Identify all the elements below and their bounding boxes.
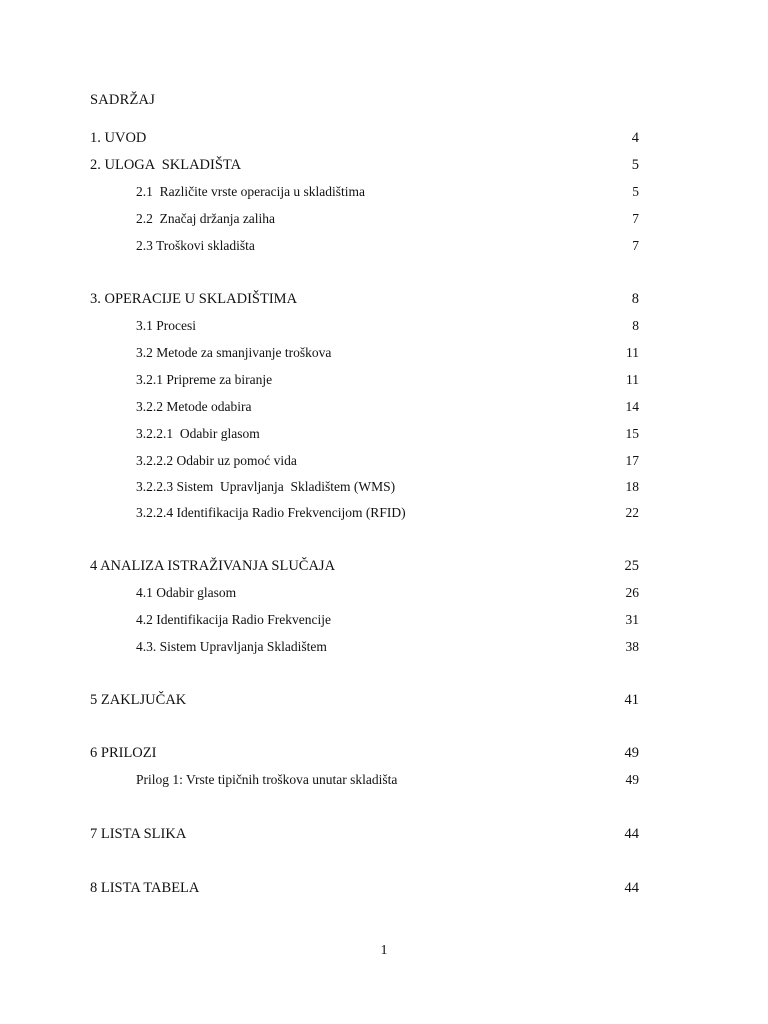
toc-subentry	[136, 370, 639, 390]
toc-entry-page: 8	[632, 318, 639, 333]
toc-entry-page: 22	[625, 505, 639, 520]
toc-subentry	[136, 477, 639, 497]
toc-subentry	[136, 316, 639, 336]
toc-subentry	[136, 209, 639, 229]
toc-entry	[90, 743, 639, 763]
toc-entry	[90, 128, 639, 148]
toc-entry-label: 3.2 Metode za smanjivanje troškova	[136, 345, 332, 360]
toc-entry-label: Prilog 1: Vrste tipičnih troškova unutar skladišta	[136, 772, 398, 787]
toc-entry-page: 31	[625, 612, 639, 627]
toc-entry-page: 14	[625, 399, 639, 414]
toc-entry-label: 4.2 Identifikacija Radio Frekvencije	[136, 612, 331, 627]
toc-entry-label: 6 PRILOZI	[90, 745, 157, 761]
toc-entry	[90, 155, 639, 175]
toc-subentry	[136, 503, 639, 523]
toc-entry-page: 18	[625, 479, 639, 494]
toc-entry-page: 25	[624, 558, 639, 574]
toc-entry-page: 5	[632, 184, 639, 199]
toc-entry-page: 44	[624, 880, 639, 896]
toc-entry-page: 4	[631, 130, 639, 146]
toc-subentry	[136, 770, 639, 790]
toc-entry-label: 3.2.1 Pripreme za biranje	[136, 372, 273, 387]
toc-entry-label: 4.1 Odabir glasom	[136, 585, 237, 600]
toc-entry	[90, 556, 639, 576]
toc-entry	[90, 289, 639, 309]
toc-entry-label: 4.3. Sistem Upravljanja Skladištem	[136, 639, 327, 654]
toc-subentry	[136, 343, 639, 363]
toc-entry-label: 3. OPERACIJE U SKLADIŠTIMA	[90, 291, 298, 307]
toc-subentry	[136, 424, 639, 444]
toc-entry-page: 49	[625, 772, 639, 787]
toc-subentry	[136, 451, 639, 471]
toc-title: SADRŽAJ	[90, 92, 156, 108]
toc-entry-label: 4 ANALIZA ISTRAŽIVANJA SLUČAJA	[90, 558, 336, 574]
toc-entry-page: 49	[624, 745, 639, 761]
toc-entry-label: 3.2.2 Metode odabira	[136, 399, 252, 414]
toc-entry-page: 38	[625, 639, 639, 654]
toc-subentry	[136, 397, 639, 417]
toc-entry-page: 7	[632, 238, 639, 253]
toc-entry-label: 3.2.2.2 Odabir uz pomoć vida	[136, 453, 297, 468]
toc-entry-page: 11	[626, 372, 639, 387]
toc-entry-label: 2.1 Različite vrste operacija u skladištima	[136, 184, 366, 199]
toc-subentry	[136, 182, 639, 202]
toc-entry	[90, 824, 639, 844]
toc-entry	[90, 690, 639, 710]
toc-entry-label: 2.2 Značaj držanja zaliha	[136, 211, 276, 226]
toc-entry-label: 8 LISTA TABELA	[90, 880, 200, 896]
toc-entry	[90, 878, 639, 898]
toc-subentry	[136, 236, 639, 256]
toc-entry-page: 15	[625, 426, 639, 441]
toc-entry-page: 17	[625, 453, 639, 468]
toc-entry-page: 7	[632, 211, 639, 226]
toc-entry-page: 41	[624, 692, 639, 708]
toc-entry-label: 3.2.2.4 Identifikacija Radio Frekvencijom (RFID)	[136, 505, 406, 520]
toc-entry-label: 5 ZAKLJUČAK	[90, 692, 187, 708]
toc-entry-label: 2.3 Troškovi skladišta	[136, 238, 255, 253]
toc-entry-label: 1. UVOD	[90, 130, 147, 146]
toc-subentry	[136, 610, 639, 630]
toc-entry-page: 11	[626, 345, 639, 360]
page-number: 1	[380, 943, 388, 958]
toc-entry-label: 2. ULOGA SKLADIŠTA	[90, 157, 242, 173]
toc-entry-page: 8	[631, 291, 639, 307]
toc-entry-page: 26	[625, 585, 639, 600]
toc-subentry	[136, 637, 639, 657]
toc-entry-label: 3.1 Procesi	[136, 318, 196, 333]
toc-entry-page: 5	[631, 157, 639, 173]
toc-entry-page: 44	[624, 826, 639, 842]
toc-subentry	[136, 583, 639, 603]
toc-entry-label: 3.2.2.1 Odabir glasom	[136, 426, 260, 441]
toc-entry-label: 3.2.2.3 Sistem Upravljanja Skladištem (WMS)	[136, 479, 396, 494]
toc-entry-label: 7 LISTA SLIKA	[90, 826, 187, 842]
